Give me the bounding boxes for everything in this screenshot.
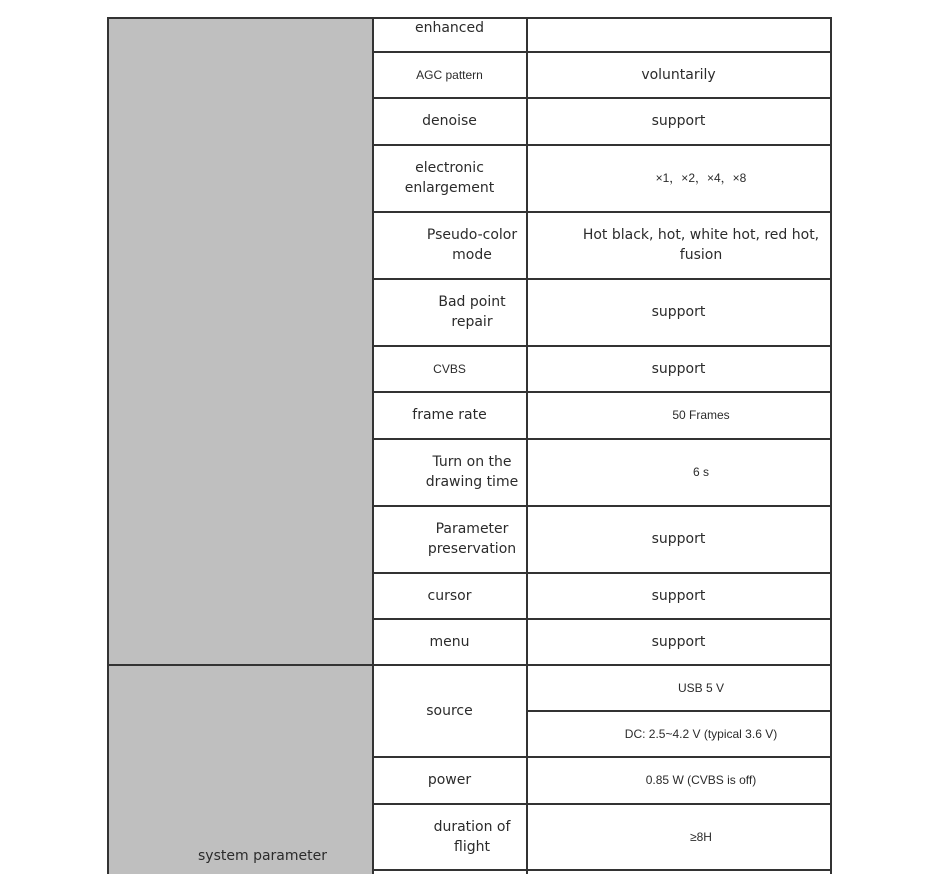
param-enhanced: enhanced [414, 20, 484, 36]
group-cell-system [108, 665, 373, 874]
param-menu: menu [429, 633, 470, 650]
param-frame-rate: frame rate [412, 407, 487, 423]
value-frame-rate: 50 Frames [672, 408, 730, 422]
group-cell-image [108, 17, 373, 665]
table-border-left [107, 17, 109, 874]
value-bad-point-repair: support [651, 304, 706, 320]
param-pseudo-color-mode: Pseudo-color mode [426, 227, 518, 263]
param-parameter-preservation: Parameter preservation [427, 521, 517, 557]
row-divider [372, 869, 832, 871]
param-cvbs: CVBS [433, 361, 466, 376]
value-menu: support [651, 633, 706, 650]
param-duration-of-flight: duration of flight [433, 818, 511, 855]
value-cursor: support [651, 587, 706, 604]
param-turn-on-drawing-time: Turn on the drawing time [425, 454, 519, 490]
value-pseudo-color-mode: Hot black, hot, white hot, red hot, fusion [582, 227, 820, 263]
value-parameter-preservation: support [651, 531, 706, 547]
param-electronic-enlargement: electronic enlargement [404, 160, 495, 196]
param-cursor: cursor [427, 587, 472, 604]
value-power: 0.85 W (CVBS is off) [645, 773, 757, 787]
value-source-usb: USB 5 V [677, 680, 725, 695]
value-agc-pattern: voluntarily [641, 66, 716, 83]
param-source: source [426, 702, 473, 719]
value-denoise: support [651, 113, 706, 129]
value-source-dc: DC: 2.5~4.2 V (typical 3.6 V) [624, 726, 778, 741]
param-denoise: denoise [422, 113, 477, 129]
value-electronic-enlargement: ×1，×2，×4，×8 [655, 171, 747, 185]
group-label-system-parameter: system parameter [198, 848, 327, 864]
value-cvbs: support [651, 360, 706, 377]
param-bad-point-repair: Bad point repair [438, 294, 506, 330]
value-duration-of-flight: ≥8H [690, 829, 712, 844]
value-turn-on-drawing-time: 6 s [692, 465, 709, 479]
value-enhanced [527, 18, 830, 51]
param-power: power [427, 772, 472, 788]
param-agc-pattern: AGC pattern [416, 67, 483, 82]
